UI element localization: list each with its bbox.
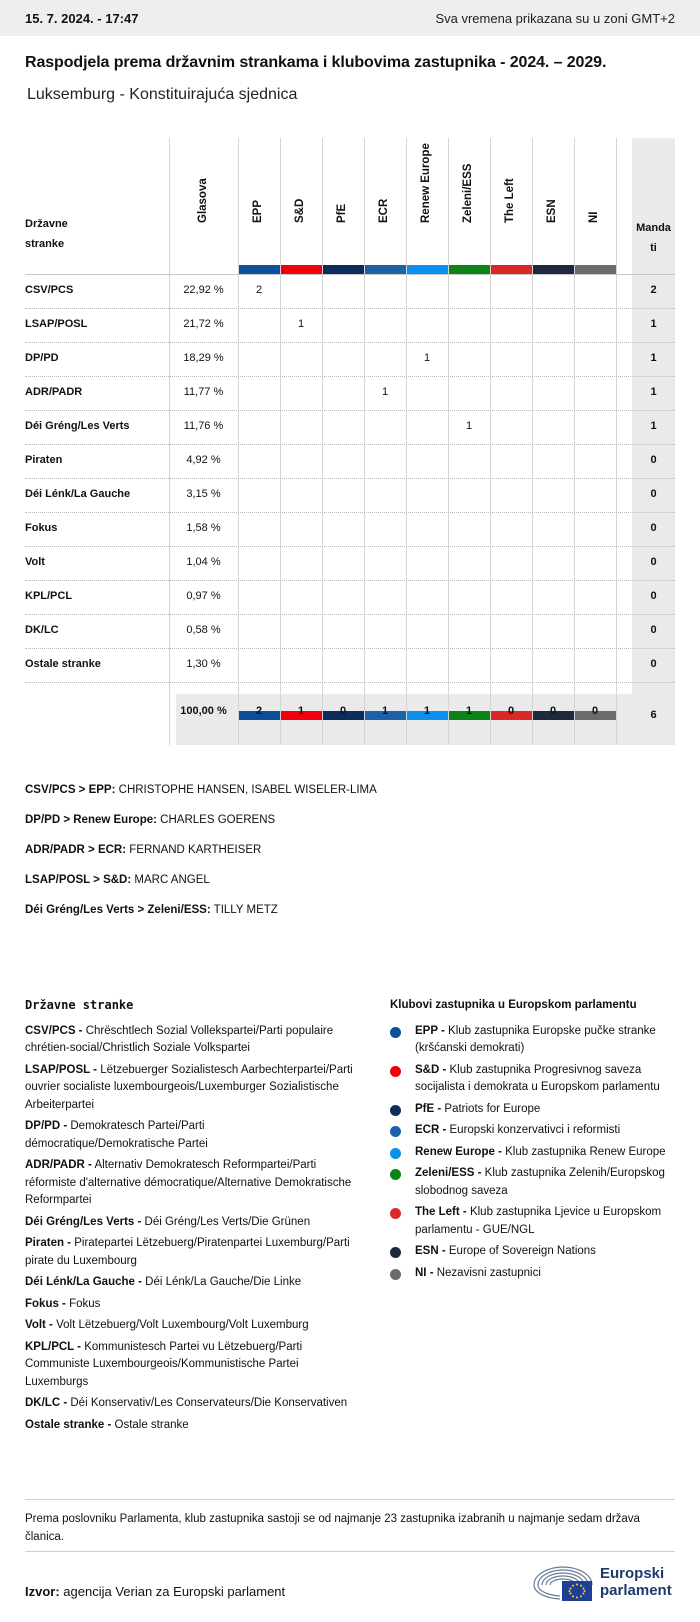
- group-color-bar: [239, 265, 280, 274]
- row-divider: [25, 342, 675, 343]
- party-legend-full: Lëtzebuerger Sozialistesch Aarbechterpartei/Parti ouvrier socialiste luxembourgeois/Luxemburger Sozialistische Arbeiterpartei: [25, 1063, 353, 1111]
- table-row-votes: 3,15 %: [186, 488, 221, 500]
- table-row-party: Volt: [25, 556, 45, 568]
- table-row-group-seats: 1: [465, 420, 473, 432]
- row-divider: [25, 580, 675, 581]
- row-divider: [25, 682, 675, 683]
- totals-group-seats: 0: [591, 705, 599, 717]
- party-legend-item: [25, 1317, 355, 1335]
- table-row-party: KPL/PCL: [25, 590, 73, 602]
- party-legend-abbr: KPL/PCL -: [25, 1340, 82, 1353]
- table-row-seats: 0: [650, 590, 657, 602]
- totals-seats: 6: [650, 709, 657, 721]
- table-row-party: Piraten: [25, 454, 63, 466]
- party-legend-abbr: CSV/PCS -: [25, 1024, 83, 1037]
- group-color-dot-icon: [390, 1126, 401, 1137]
- party-legend-item: [25, 1274, 355, 1292]
- party-legend-item: [25, 1235, 355, 1270]
- row-header-label: [25, 214, 68, 254]
- table-row-seats: 0: [650, 522, 657, 534]
- column-divider: [448, 138, 449, 745]
- logo-line2: parlament: [600, 1582, 672, 1599]
- group-color-bar: [323, 265, 364, 274]
- member-route: ADR/PADR > ECR:: [25, 844, 127, 856]
- table-row-votes: 0,58 %: [186, 624, 221, 636]
- table-row-seats: 0: [650, 488, 657, 500]
- table-row-votes: 18,29 %: [183, 352, 224, 364]
- party-legend-abbr: Déi Lénk/La Gauche -: [25, 1276, 142, 1288]
- group-color-dot-icon: [390, 1105, 401, 1116]
- row-divider: [25, 444, 675, 445]
- table-row-party: CSV/PCS: [25, 284, 74, 296]
- member-names: MARC ANGEL: [134, 874, 210, 886]
- party-legend-full: Déi Konservativ/Les Conservateurs/Die Konservativen: [70, 1397, 348, 1409]
- group-color-dot-icon: [390, 1247, 401, 1258]
- party-legend-item: [25, 1023, 355, 1058]
- group-header-zeleni-ess: Zeleni/ESS: [462, 163, 474, 223]
- group-header-epp: EPP: [252, 199, 264, 223]
- group-legend-full: Patriots for Europe: [444, 1102, 541, 1115]
- group-legend-abbr: NI -: [415, 1266, 434, 1279]
- row-divider: [25, 478, 675, 479]
- seats-column-header: [632, 218, 675, 258]
- page-title: Raspodjela prema državnim strankama i klubovima zastupnika - 2024. – 2029.: [25, 54, 607, 71]
- column-divider: [616, 138, 617, 745]
- group-legend-abbr: PfE -: [415, 1102, 442, 1115]
- group-color-bar: [533, 265, 574, 274]
- row-header-line1: Državne: [25, 218, 68, 230]
- party-legend-abbr: DP/PD -: [25, 1120, 68, 1132]
- group-legend-item: [390, 1122, 680, 1140]
- party-legend-item: [25, 1296, 355, 1314]
- party-legend-full: Déi Gréng/Les Verts/Die Grünen: [144, 1215, 311, 1228]
- table-row-party: Ostale stranke: [25, 658, 101, 670]
- party-legend-abbr: Piraten -: [25, 1237, 72, 1249]
- party-legend-full: Demokratesch Partei/Parti démocratique/Demokratische Partei: [25, 1120, 208, 1150]
- totals-group-seats: 0: [507, 705, 515, 717]
- table-row-votes: 1,58 %: [186, 522, 221, 534]
- party-legend-full: Déi Lénk/La Gauche/Die Linke: [145, 1276, 302, 1288]
- group-legend-full: Klub zastupnika Renew Europe: [505, 1145, 666, 1158]
- group-legend-item: [390, 1204, 680, 1239]
- group-legend-item: [390, 1243, 680, 1261]
- table-row-group-seats: 1: [423, 352, 431, 364]
- header-divider: [25, 274, 675, 275]
- totals-group-seats: 1: [381, 705, 389, 717]
- row-divider: [25, 512, 675, 513]
- party-legend-abbr: LSAP/POSL -: [25, 1063, 97, 1076]
- group-legend-item: [390, 1023, 680, 1058]
- party-legend-abbr: Volt -: [25, 1319, 53, 1331]
- party-legend-abbr: ADR/PADR -: [25, 1159, 92, 1171]
- party-legend-full: Volt Lëtzebuerg/Volt Luxembourg/Volt Luxemburg: [56, 1319, 309, 1331]
- party-legend-item: [25, 1395, 355, 1413]
- elected-members-list: [25, 784, 377, 934]
- votes-column-header: Glasova: [196, 178, 209, 223]
- party-legend-item: [25, 1339, 355, 1392]
- group-header-pfe: PfE: [336, 203, 348, 223]
- table-row-party: DP/PD: [25, 352, 59, 364]
- group-legend-abbr: The Left -: [415, 1206, 467, 1218]
- totals-group-seats: 0: [549, 705, 557, 717]
- member-names: CHARLES GOERENS: [160, 814, 276, 826]
- totals-group-seats: 2: [255, 705, 263, 717]
- table-row-votes: 0,97 %: [186, 590, 221, 602]
- source-label: Izvor:: [25, 1584, 60, 1599]
- political-groups-legend: [390, 997, 680, 1286]
- table-row-seats: 1: [650, 318, 657, 330]
- party-legend-full: Chrëschtlech Sozial Vollekspartei/Parti populaire chrétien-social/Christlich Soziale Volkspartei: [25, 1024, 334, 1054]
- member-route: DP/PD > Renew Europe:: [25, 814, 157, 826]
- table-row-votes: 11,77 %: [183, 386, 224, 398]
- member-route: LSAP/POSL > S&D:: [25, 874, 132, 886]
- political-groups-heading: Klubovi zastupnika u Europskom parlamentu: [390, 999, 637, 1011]
- group-legend-item: [390, 1144, 680, 1162]
- table-row-seats: 0: [650, 556, 657, 568]
- totals-group-seats: 1: [465, 705, 473, 717]
- member-entry: [25, 874, 377, 887]
- group-legend-full: Klub zastupnika Zelenih/Europskog slobodnog saveza: [415, 1167, 665, 1197]
- member-names: FERNAND KARTHEISER: [129, 844, 262, 856]
- group-legend-item: [390, 1101, 680, 1119]
- group-header-ni: NI: [588, 211, 600, 223]
- column-divider: [406, 138, 407, 745]
- member-entry: [25, 814, 377, 827]
- totals-group-seats: 1: [297, 705, 305, 717]
- table-row-party: DK/LC: [25, 624, 59, 636]
- column-divider: [574, 138, 575, 745]
- european-parliament-logo: [530, 1563, 675, 1603]
- group-header-s-d: S&D: [294, 198, 306, 223]
- member-route: CSV/PCS > EPP:: [25, 784, 116, 796]
- member-entry: [25, 784, 377, 797]
- group-color-bar: [281, 265, 322, 274]
- source-line: [25, 1584, 285, 1599]
- group-legend-full: Nezavisni zastupnici: [436, 1266, 541, 1279]
- table-row-party: Déi Lénk/La Gauche: [25, 488, 131, 500]
- group-legend-full: Klub zastupnika Ljevice u Europskom parlamentu - GUE/NGL: [415, 1206, 662, 1236]
- party-legend-item: [25, 1157, 355, 1210]
- national-parties-heading: Državne stranke: [25, 998, 134, 1012]
- party-legend-full: Ostale stranke: [114, 1418, 189, 1431]
- table-row-party: Fokus: [25, 522, 58, 534]
- table-row-party: ADR/PADR: [25, 386, 83, 398]
- row-header-line2: stranke: [25, 238, 65, 250]
- party-legend-full: Kommunistesch Partei vu Lëtzebuerg/Parti Communiste Luxembourgeois/Kommunistische Partei Luxemburgs: [25, 1340, 303, 1388]
- table-row-votes: 4,92 %: [186, 454, 221, 466]
- rules-note: Prema poslovniku Parlamenta, klub zastupnika sastoji se od najmanje 23 zastupnika izabranih u najmanje sedam država članica.: [25, 1499, 675, 1552]
- group-color-bar: [365, 265, 406, 274]
- member-entry: [25, 904, 377, 917]
- group-color-dot-icon: [390, 1269, 401, 1280]
- row-divider: [25, 376, 675, 377]
- row-divider: [25, 308, 675, 309]
- member-route: Déi Gréng/Les Verts > Zeleni/ESS:: [25, 904, 211, 916]
- party-legend-full: Alternativ Demokratesch Reformpartei/Parti réformiste d'alternative démocratique/Alternative Demokratische Reformpartei: [25, 1159, 352, 1206]
- page-subtitle: Luksemburg - Konstituirajuća sjednica: [27, 86, 298, 103]
- totals-group-seats: 1: [423, 705, 431, 717]
- table-row-votes: 11,76 %: [183, 420, 224, 432]
- party-legend-full: Piratepartei Lëtzebuerg/Piratenpartei Luxemburg/Parti pirate du Luxembourg: [25, 1237, 350, 1267]
- column-divider: [532, 138, 533, 745]
- party-legend-item: [25, 1214, 355, 1232]
- table-row-votes: 1,30 %: [186, 658, 221, 670]
- party-legend-item: [25, 1062, 355, 1115]
- timezone-note: Sva vremena prikazana su u zoni GMT+2: [435, 10, 675, 26]
- table-row-party: LSAP/POSL: [25, 318, 88, 330]
- table-row-group-seats: 1: [381, 386, 389, 398]
- group-header-the-left: The Left: [504, 178, 516, 223]
- group-legend-full: Klub zastupnika Progresivnog saveza socijalista i demokrata u Europskom parlamentu: [415, 1063, 660, 1093]
- table-row-seats: 1: [650, 352, 657, 364]
- group-legend-abbr: Zeleni/ESS -: [415, 1167, 482, 1179]
- table-row-seats: 0: [650, 658, 657, 670]
- group-legend-full: Europe of Sovereign Nations: [448, 1245, 596, 1257]
- group-legend-item: [390, 1165, 680, 1200]
- group-color-dot-icon: [390, 1169, 401, 1180]
- group-color-dot-icon: [390, 1066, 401, 1077]
- table-row-seats: 0: [650, 454, 657, 466]
- seats-header-line2: ti: [650, 242, 657, 254]
- row-divider: [25, 614, 675, 615]
- party-legend-abbr: Ostale stranke -: [25, 1418, 112, 1431]
- column-divider: [280, 138, 281, 745]
- group-color-dot-icon: [390, 1148, 401, 1159]
- group-legend-abbr: EPP -: [415, 1024, 445, 1037]
- group-header-ecr: ECR: [378, 198, 390, 223]
- table-row-party: Déi Gréng/Les Verts: [25, 420, 130, 432]
- table-row-group-seats: 1: [297, 318, 305, 330]
- group-legend-abbr: Renew Europe -: [415, 1145, 502, 1158]
- group-legend-item: [390, 1265, 680, 1283]
- timestamp: 15. 7. 2024. - 17:47: [25, 10, 139, 26]
- table-row-seats: 2: [650, 284, 657, 296]
- party-legend-full: Fokus: [69, 1297, 101, 1310]
- group-color-bar: [449, 265, 490, 274]
- member-entry: [25, 844, 377, 857]
- totals-votes: 100,00 %: [180, 705, 227, 717]
- national-parties-legend: [25, 997, 355, 1438]
- member-names: CHRISTOPHE HANSEN, ISABEL WISELER-LIMA: [118, 784, 377, 796]
- row-divider: [25, 546, 675, 547]
- source-text: agencija Verian za Europski parlament: [63, 1584, 286, 1599]
- group-header-esn: ESN: [546, 199, 558, 223]
- group-legend-full: Klub zastupnika Europske pučke stranke (kršćanski demokrati): [415, 1024, 656, 1054]
- party-legend-item: [25, 1118, 355, 1153]
- row-divider: [25, 648, 675, 649]
- column-divider: [490, 138, 491, 745]
- eu-flag-hemicycle-icon: [530, 1563, 596, 1603]
- group-legend-item: [390, 1062, 680, 1097]
- column-divider: [238, 138, 239, 745]
- table-row-seats: 1: [650, 386, 657, 398]
- top-bar: [0, 0, 700, 36]
- group-color-bar: [407, 265, 448, 274]
- party-legend-abbr: Déi Gréng/Les Verts -: [25, 1215, 142, 1228]
- table-row-group-seats: 2: [255, 284, 263, 296]
- totals-group-seats: 0: [339, 705, 347, 717]
- logo-line1: Europski: [600, 1565, 665, 1582]
- row-divider: [25, 410, 675, 411]
- group-legend-full: Europski konzervativci i reformisti: [449, 1124, 621, 1136]
- party-legend-item: [25, 1417, 355, 1435]
- table-row-seats: 1: [650, 420, 657, 432]
- party-legend-abbr: Fokus -: [25, 1297, 66, 1310]
- group-legend-abbr: ESN -: [415, 1245, 446, 1257]
- column-divider: [322, 138, 323, 745]
- table-row-votes: 1,04 %: [186, 556, 221, 568]
- group-legend-abbr: ECR -: [415, 1124, 447, 1136]
- seats-header-line1: Manda: [636, 222, 671, 234]
- group-color-dot-icon: [390, 1027, 401, 1038]
- group-header-renew-europe: Renew Europe: [420, 143, 432, 223]
- member-names: TILLY METZ: [213, 904, 278, 916]
- group-color-bar: [575, 265, 616, 274]
- table-row-seats: 0: [650, 624, 657, 636]
- table-row-votes: 21,72 %: [183, 318, 224, 330]
- column-divider: [169, 138, 170, 745]
- group-color-bar: [491, 265, 532, 274]
- party-legend-abbr: DK/LC -: [25, 1397, 68, 1409]
- group-legend-abbr: S&D -: [415, 1063, 447, 1076]
- column-divider: [364, 138, 365, 745]
- group-color-dot-icon: [390, 1208, 401, 1219]
- table-row-votes: 22,92 %: [183, 284, 224, 296]
